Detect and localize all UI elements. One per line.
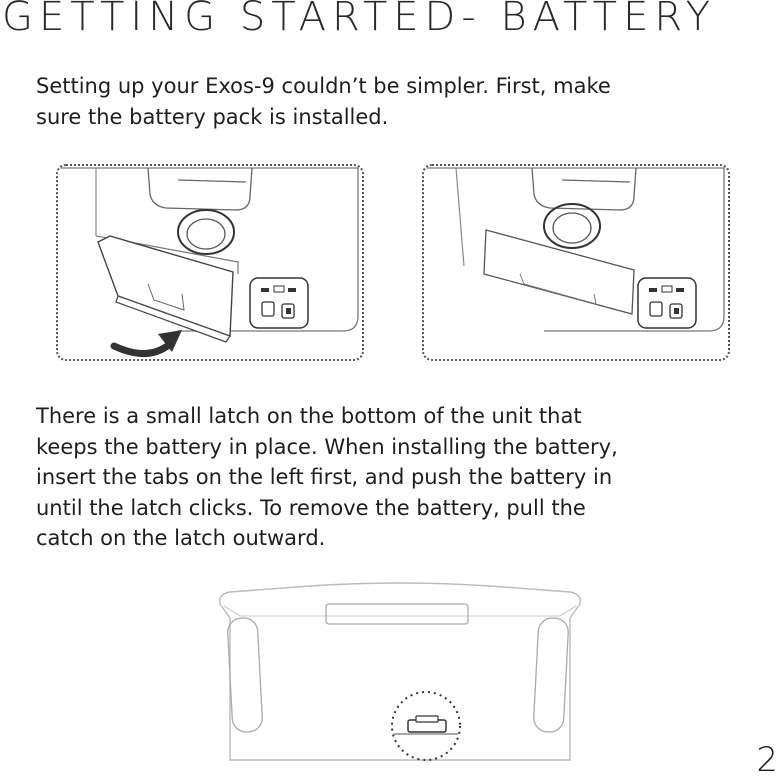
- battery-insert-illustration: [56, 164, 364, 361]
- page-title: GETTING STARTED- BATTERY: [2, 0, 717, 40]
- intro-paragraph: [36, 71, 611, 132]
- battery-installed-drawing: [424, 166, 728, 359]
- instructions-line: keeps the battery in place. When installing the battery,: [36, 434, 618, 459]
- instructions-paragraph: [36, 401, 618, 554]
- page-number: 2: [756, 740, 778, 780]
- instructions-line: catch on the latch outward.: [36, 526, 326, 550]
- intro-line: sure the battery pack is installed.: [36, 104, 389, 129]
- curved-arrow-icon: [114, 330, 182, 354]
- battery-insert-drawing: [58, 166, 362, 359]
- instructions-line: insert the tabs on the left first, and push the battery in: [36, 465, 613, 489]
- battery-installed-illustration: [422, 164, 730, 361]
- unit-bottom-latch-illustration: [214, 580, 586, 770]
- instructions-line: There is a small latch on the bottom of the unit that: [36, 404, 582, 428]
- unit-bottom-drawing: [214, 580, 586, 770]
- intro-line: Setting up your Exos-9 couldn’t be simpler. First, make: [36, 74, 611, 98]
- instructions-line: until the latch clicks. To remove the battery, pull the: [36, 495, 586, 520]
